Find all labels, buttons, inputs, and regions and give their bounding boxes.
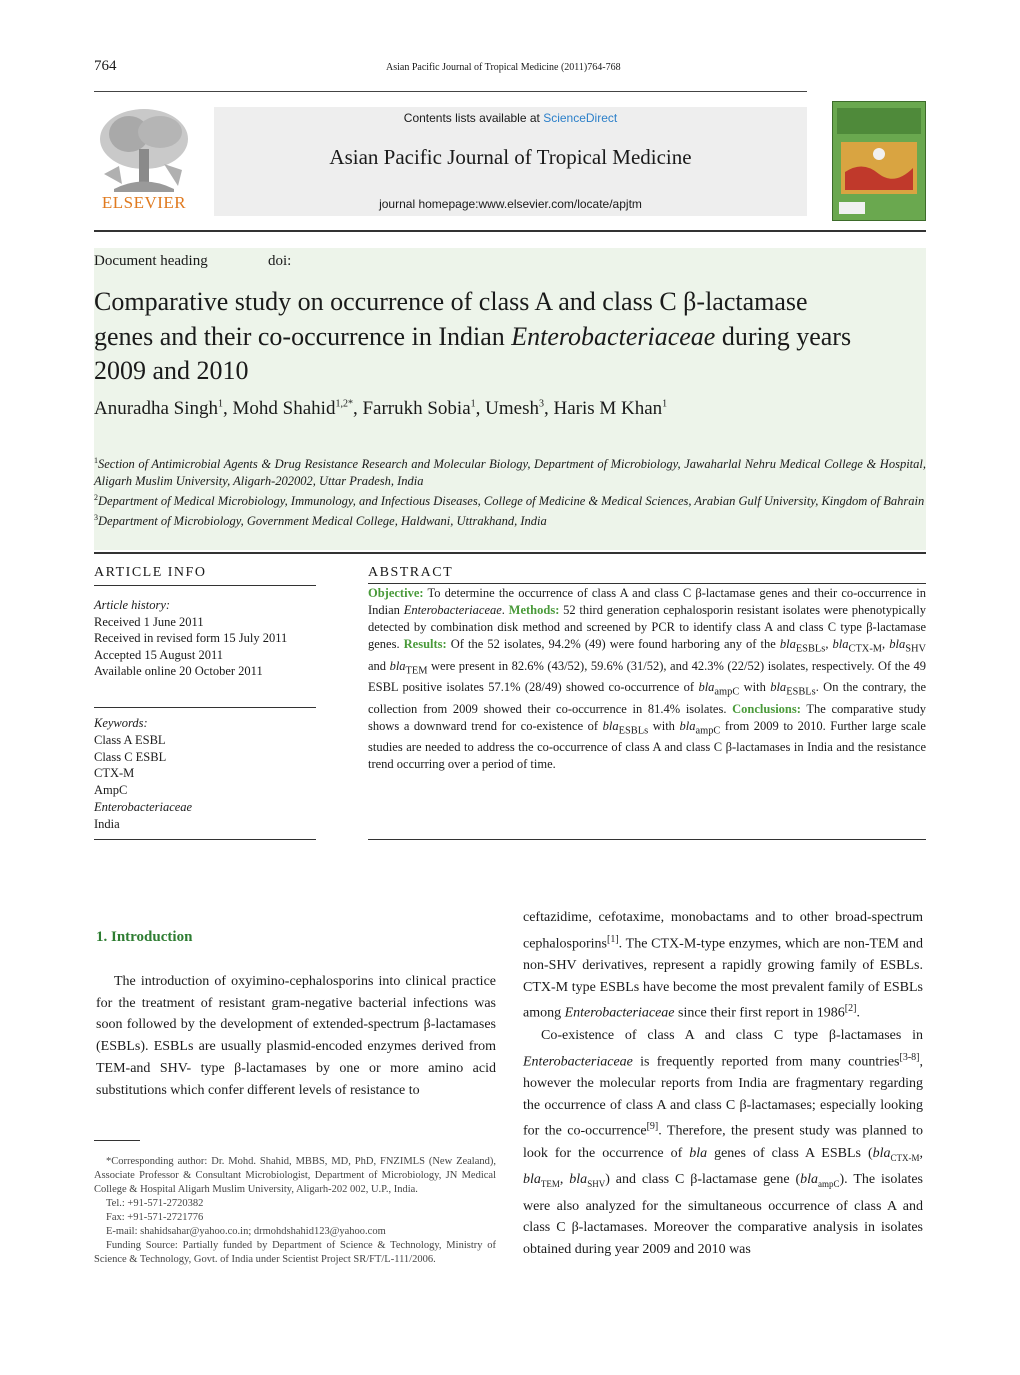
divider [94,839,316,840]
author-affiliation-mark: 1 [218,398,224,410]
footnote-rule [94,1140,140,1141]
contents-prefix: Contents lists available at [403,111,544,125]
divider [94,585,316,586]
author-name[interactable]: Umesh [485,398,539,419]
author-name[interactable]: Mohd Shahid [232,398,336,419]
section-heading-introduction: 1. Introduction [96,929,193,945]
keyword-item: Class A ESBL [94,732,166,747]
author-affiliation-mark: 1 [662,398,668,410]
divider [94,707,316,708]
elsevier-wordmark: ELSEVIER [101,193,187,212]
title-line-1: Comparative study on occurrence of class A and class C β-lactamase [94,287,808,316]
contents-availability-line [214,111,807,125]
author-affiliation-mark: 3 [538,398,544,410]
doi-label: doi: [268,253,292,269]
affiliation-item: $^1$Section of Antimicrobial Agents & Drug Resistance Research and Molecular Biology, Department of Microbiology, Jawaharlal Nehru Medical College & Hospital, Aligarh Muslim University, Aligarh-202002, Uttar Pradesh, India [94,456,926,488]
article-info-heading: ARTICLE INFO [94,565,207,580]
title-organism: Enterobacteriaceae [511,321,716,351]
telephone: Tel.: +91-571-2720382 [106,1198,204,1209]
affiliation-item: $^2$Department of Medical Microbiology, Immunology, and Infectious Diseases, College of Medicine & Medical Sciences, Arabian Gulf University, Kingdom of Bahrain [94,492,925,508]
citation-link[interactable]: [1] [606,933,619,945]
article-title [94,285,926,389]
section-rule [94,552,926,554]
journal-homepage-link[interactable]: journal homepage:www.elsevier.com/locate/apjtm [379,197,642,211]
abstract-heading: ABSTRACT [368,565,454,580]
methods-label: Methods: [508,603,560,617]
author-list: Anuradha Singh$^1$, Mohd Shahid$^{1,2*}$, Farrukh Sobia$^1$, Umesh$^3$, Haris M Khan$^1$ [94,398,668,419]
keyword-item: CTX-M [94,766,135,781]
citation-link[interactable]: [3-8] [899,1051,920,1063]
history-item: Available online 20 October 2011 [94,664,263,678]
author-name[interactable]: Haris M Khan [553,398,663,419]
divider [368,583,926,584]
title-line-2b: during years [715,321,852,351]
corresponding-author-note: *Corresponding author: Dr. Mohd. Shahid, MBBS, MD, PhD, FNZIMLS (New Zealand), Associate Professor & Consultant Microbiologist, Department of Microbiology, JN Medical College & Hospital Aligarh Muslim University, Aligarh-202 002, U.P., India. [94,1156,496,1195]
masthead-rule [94,230,926,232]
author-affiliation-mark: 1 [470,398,476,410]
divider [368,839,926,840]
affiliation-item: $^3$Department of Microbiology, Government Medical College, Haldwani, Uttrakhand, India [94,512,547,528]
affiliation-list [94,453,926,530]
title-line-2a: genes and their co-occurrence in Indian [94,321,512,351]
journal-cover-thumbnail-icon [832,101,926,221]
paragraph: ceftazidime, cefotaxime, monobactams and to other broad-spectrum cephalosporins[1]. The CTX-M-type enzymes, which are non-TEM and non-SHV derivatives, represent a rapidly growing family of ESBLs. CTX-M type ESBLs have become the most prevalent family of ESBLs among Enterobacteriaceae since their first report in 1986[2]. [523,910,923,1022]
author-affiliation-mark: 1,2* [335,398,353,410]
fax: Fax: +91-571-2721776 [106,1212,204,1223]
journal-name: Asian Pacific Journal of Tropical Medicine [329,145,692,169]
body-column-left [96,971,496,1101]
keyword-item: Enterobacteriaceae [94,799,193,814]
history-label: Article history: [94,598,171,612]
history-item: Accepted 15 August 2011 [94,647,224,662]
funding-note: Funding Source: Partially funded by Department of Science & Technology, Ministry of Science & Technology, Govt. of India under Scientist Project SR/FT/L-111/2006. [94,1240,496,1265]
keyword-item: AmpC [94,783,128,798]
header-rule [94,91,807,92]
sciencedirect-link[interactable]: ScienceDirect [543,111,618,125]
history-item: Received 1 June 2011 [94,614,204,629]
page-number: 764 [94,58,117,74]
paragraph: Co-existence of class A and class C type β-lactamases in Enterobacteriaceae is frequently reported from many countries[3-8], however the molecular reports from India are fragmentary regarding the occurrence of class A and class C β-lactamases; especially looking for the co-occurrence[9]. Therefore, the present study was planned to look for the occurrence of bla genes of class A ESBLs (bla$_{CTX-M}$, bla$_{TEM}$, bla$_{SHV}$) and class C β-lactamase gene (bla$_{ampC}$). The isolates were also analyzed for the simultaneous occurrence of class A and class C β-lactamases. Moreover the comparative analysis in isolates obtained during year 2009 and 2010 was [523,1027,924,1258]
conclusions-label: Conclusions: [732,701,801,716]
author-name[interactable]: Anuradha Singh [94,398,219,419]
results-label: Results: [403,637,447,651]
citation-link[interactable]: [2] [844,1003,857,1015]
paragraph: The introduction of oxyimino-cephalosporins into clinical practice for the treatment of resistant gram-negative bacterial infections was soon followed by the development of extended-spectrum β-lactamases (ESBLs). ESBLs are usually plasmid-encoded enzymes derived from TEM-and SHV- type β-lactamases by one or more amino acid substitutions which confer different levels of resistance to [96,974,496,1098]
keyword-item: India [94,816,120,831]
citation-link[interactable]: [9] [646,1121,659,1133]
document-heading-label: Document heading [94,253,208,269]
keyword-item: Class C ESBL [94,749,167,764]
history-item: Received in revised form 15 July 2011 [94,631,288,645]
email-links[interactable]: E-mail: shahidsahar@yahoo.co.in; drmohdshahid123@yahoo.com [106,1226,386,1237]
footnotes [94,1155,496,1267]
keywords [94,715,192,833]
objective-label: Objective: [368,586,424,600]
title-line-3: 2009 and 2010 [94,356,249,385]
body-column-right [523,907,923,1261]
keywords-label: Keywords: [94,716,148,730]
article-history [94,597,287,680]
abstract-text: Objective: To determine the occurrence of class A and class C β-lactamase genes and their co-occurrence in Indian Enterobacteriaceae. Methods: 52 third generation cephalosporin resistant isolates were phenotypically detected by combination disk method and screened by PCR to identify class A and class C type β-lactamase genes. Results: Of the 52 isolates, 94.2% (49) were found harboring any of the bla$_{ESBLs}$, bla$_{CTX-M}$, bla$_{SHV}$ and bla$_{TEM}$ were present in 82.6% (43/52), 59.6% (31/52), and 42.3% (22/52) isolates, respectively. Of the 49 ESBL positive isolates 57.1% (28/49) showed co-occurrence of bla$_{ampC}$ with bla$_{ESBLs}$. On the contrary, the collection from 2009 showed their co-occurrence in 81.4% isolates. Conclusions: The comparative study shows a downward trend for co-existence of bla$_{ESBLs}$ with bla$_{ampC}$ from 2009 to 2010. Further large scale studies are needed to address the co-occurrence of class A and class C β-lactamases in India and the resistance trend occurring over a period of time. [368,586,927,771]
author-name[interactable]: Farrukh Sobia [362,398,471,419]
running-head-citation: Asian Pacific Journal of Tropical Medicine (2011)764-768 [386,62,621,73]
